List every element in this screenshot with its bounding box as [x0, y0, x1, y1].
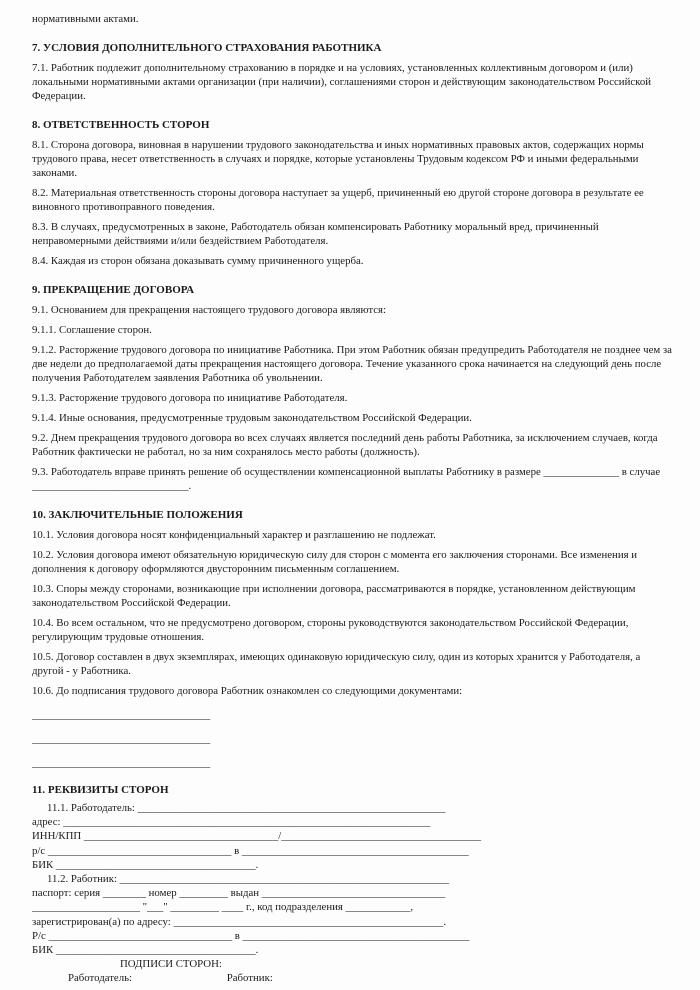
- continuation-paragraph: нормативными актами.: [32, 13, 139, 25]
- paragraph-10-1: 10.1. Условия договора носят конфиденциальный характер и разглашению не подлежат.: [32, 529, 436, 541]
- section-9-heading: 9. ПРЕКРАЩЕНИЕ ДОГОВОРА: [32, 284, 195, 296]
- fill-in-line-3: _________________________________: [32, 757, 211, 769]
- inn-kpp-line: ИНН/КПП ____________________________________/_____________________________________: [32, 830, 481, 843]
- paragraph-10-6: 10.6. До подписания трудового договора Работник ознакомлен со следующими документами:: [32, 685, 463, 697]
- section-11-heading: 11. РЕКВИЗИТЫ СТОРОН: [32, 784, 169, 796]
- paragraph-9-2: 9.2. Днем прекращения трудового договора во всех случаях является последний день работы Работника, за исключением случаев, когда Работник фактически не работал, но за ним сохранялось место работы (должность).: [32, 432, 658, 458]
- employer-bik-line: БИК _____________________________________.: [32, 858, 259, 871]
- paragraph-9-1-3: 9.1.3. Расторжение трудового договора по инициативе Работодателя.: [32, 392, 348, 404]
- requisites-block: [32, 801, 672, 986]
- paragraph-9-1: 9.1. Основанием для прекращения настоящего трудового договора являются:: [32, 304, 386, 316]
- paragraph-9-1-1: 9.1.1. Соглашение сторон.: [32, 324, 152, 336]
- paragraph-8-4: 8.4. Каждая из сторон обязана доказывать сумму причиненного ущерба.: [32, 255, 364, 267]
- worker-account-line: Р/с __________________________________ в __________________________________________: [32, 929, 470, 942]
- paragraph-7-1: 7.1. Работник подлежит дополнительному страхованию в порядке и на условиях, установленных коллективным договором и (или) локальными нормативными актами организации (при наличии), соглашениями сторон и действующим законодательством Российской Федерации.: [32, 62, 652, 102]
- paragraph-8-3: 8.3. В случаях, предусмотренных в законе, Работодатель обязан компенсировать Работнику моральный вред, причиненный неправомерными действиями и/или бездействием Работодателя.: [32, 221, 599, 247]
- employer-requisites-line: 11.1. Работодатель: _________________________________________________________: [47, 802, 446, 814]
- paragraph-10-4: 10.4. Во всем остальном, что не предусмотрено договором, стороны руководствуются законодательством Российской Федерации, регулирующим трудовые отношения.: [32, 617, 629, 643]
- employer-signature-label: Работодатель:: [68, 972, 133, 985]
- paragraph-9-1-4: 9.1.4. Иные основания, предусмотренные трудовым законодательством Российской Федерации.: [32, 412, 472, 424]
- fill-in-line-1: _________________________________: [32, 709, 211, 721]
- paragraph-10-3: 10.3. Споры между сторонами, возникающие при исполнении договора, рассматриваются в порядке, установленном действующим законодательством Российской Федерации.: [32, 583, 636, 609]
- registration-address-line: зарегистрирован(а) по адресу: __________________________________________________.: [32, 915, 447, 928]
- signature-labels-row: [32, 971, 672, 985]
- section-7-heading: 7. УСЛОВИЯ ДОПОЛНИТЕЛЬНОГО СТРАХОВАНИЯ РАБОТНИКА: [32, 42, 382, 54]
- worker-signature-label: Работник:: [226, 972, 273, 985]
- section-10-heading: 10. ЗАКЛЮЧИТЕЛЬНЫЕ ПОЛОЖЕНИЯ: [32, 509, 243, 521]
- paragraph-9-3: 9.3. Работодатель вправе принять решение об осуществлении компенсационной выплаты Работнику в размере ______________ в случае _____________________________.: [32, 466, 661, 492]
- section-8-heading: 8. ОТВЕТСТВЕННОСТЬ СТОРОН: [32, 119, 210, 131]
- paragraph-9-1-2: 9.1.2. Расторжение трудового договора по инициативе Работника. При этом Работник обязан предупредить Работодателя не позднее чем за две недели до предполагаемой даты прекращения настоящего договора. Течение указанного срока начинается на следующий день после получения Работодателем заявления Работника об увольнении.: [32, 344, 672, 384]
- passport-line: паспорт: серия ________ номер _________ выдан __________________________________: [32, 887, 446, 900]
- paragraph-10-2: 10.2. Условия договора имеют обязательную юридическую силу для сторон с момента его заключения сторонами. Все изменения и дополнения к договору оформляются двусторонним письменным соглашением.: [32, 549, 638, 575]
- worker-bik-line: БИК _____________________________________.: [32, 944, 259, 957]
- employer-address-line: адрес: ____________________________________________________________________: [32, 816, 431, 829]
- employer-account-line: р/с __________________________________ в __________________________________________: [32, 844, 469, 857]
- fill-in-line-2: _________________________________: [32, 733, 211, 745]
- worker-requisites-line: 11.2. Работник: _____________________________________________________________: [47, 873, 449, 886]
- signatures-heading: ПОДПИСИ СТОРОН:: [120, 958, 222, 971]
- paragraph-8-2: 8.2. Материальная ответственность стороны договора наступает за ущерб, причиненный ею другой стороне договора в результате ее виновного противоправного поведения.: [32, 187, 644, 213]
- paragraph-8-1: 8.1. Сторона договора, виновная в нарушении трудового законодательства и иных нормативных правовых актов, содержащих нормы трудового права, несет ответственность в случаях и порядке, которые установлены Трудовым кодексом РФ и иными федеральными законами.: [32, 139, 644, 179]
- paragraph-10-5: 10.5. Договор составлен в двух экземплярах, имеющих одинаковую юридическую силу, один из которых хранится у Работодателя, а другой - у Работника.: [32, 651, 641, 677]
- passport-issue-line: ____________________ "___" _________ ____ г., код подразделения ____________,: [32, 901, 414, 914]
